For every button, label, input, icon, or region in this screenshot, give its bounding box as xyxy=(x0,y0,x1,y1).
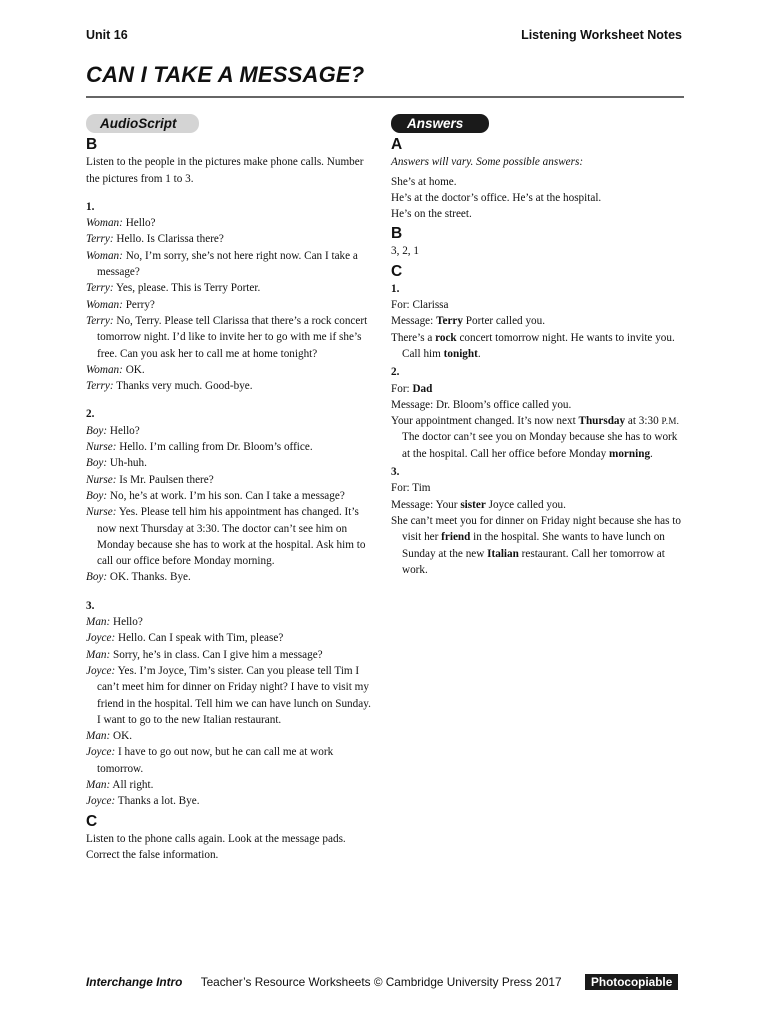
message-number: 3. xyxy=(391,466,400,479)
section-label: Listening Worksheet Notes xyxy=(521,28,682,42)
answer-c-letter: C xyxy=(391,262,403,280)
script-line: Man: All right. xyxy=(86,778,154,791)
script-line: Boy: OK. Thanks. Bye. xyxy=(86,571,191,584)
message-2 xyxy=(391,364,686,462)
conversation-1 xyxy=(86,199,374,395)
script-line: Woman: Perry? xyxy=(86,298,155,311)
page-title: CAN I TAKE A MESSAGE? xyxy=(86,62,365,87)
conversation-number: 3. xyxy=(86,599,95,612)
message-3 xyxy=(391,464,686,578)
answers-column xyxy=(391,114,686,578)
unit-label: Unit 16 xyxy=(86,28,128,42)
answer-a-line: He’s at the doctor’s office. He’s at the hospital. xyxy=(391,191,602,204)
conversation-number: 2. xyxy=(86,408,95,421)
part-c-instructions: Listen to the phone calls again. Look at the message pads. Correct the false information. xyxy=(86,832,346,861)
message-detail: Your appointment changed. It’s now next Thursday at 3:30 P.M. The doctor can’t see you on Monday because she has to work at the hospital. Call her office before Monday morning. xyxy=(391,415,680,460)
answers-heading: Answers xyxy=(391,114,489,133)
message-from: Message: Dr. Bloom’s office called you. xyxy=(391,398,572,411)
script-line: Man: OK. xyxy=(86,730,132,743)
script-line: Terry: Yes, please. This is Terry Porter. xyxy=(86,282,261,295)
message-number: 2. xyxy=(391,366,400,379)
message-1 xyxy=(391,281,686,362)
script-line: Joyce: I have to go out now, but he can call me at work tomorrow. xyxy=(86,746,334,775)
message-number: 1. xyxy=(391,282,400,295)
message-for: For: Dad xyxy=(391,382,433,395)
script-line: Joyce: Hello. Can I speak with Tim, please? xyxy=(86,632,284,645)
photocopiable-badge: Photocopiable xyxy=(585,974,678,990)
script-line: Joyce: Yes. I’m Joyce, Tim’s sister. Can you please tell Tim I can’t meet him for dinner on Friday night? I have to visit my friend in the hospital. Tell him we can have lunch on Sunday. I want to go to the new Italian restaurant. xyxy=(86,664,371,726)
conversation-number: 1. xyxy=(86,200,95,213)
message-detail: There’s a rock concert tomorrow night. He wants to invite you. Call him tonight. xyxy=(391,331,675,360)
conversation-3 xyxy=(86,598,374,810)
script-line: Nurse: Is Mr. Paulsen there? xyxy=(86,473,214,486)
answer-b-value: 3, 2, 1 xyxy=(391,245,419,258)
script-line: Boy: Hello? xyxy=(86,424,140,437)
script-line: Nurse: Hello. I’m calling from Dr. Bloom’s office. xyxy=(86,441,313,454)
answer-a-note: Answers will vary. Some possible answers: xyxy=(391,156,584,169)
script-line: Man: Sorry, he’s in class. Can I give him a message? xyxy=(86,648,323,661)
script-line: Woman: No, I’m sorry, she’s not here right now. Can I take a message? xyxy=(86,249,358,279)
script-line: Boy: Uh-huh. xyxy=(86,457,147,470)
answer-b-letter: B xyxy=(391,225,403,243)
script-line: Woman: Hello? xyxy=(86,217,156,230)
part-b-letter: B xyxy=(86,136,98,154)
script-line: Terry: No, Terry. Please tell Clarissa that there’s a rock concert tomorrow night. I’d like to invite her to go with me if she’s free. Can you ask her to call me at home tonight? xyxy=(86,314,368,360)
script-line: Joyce: Thanks a lot. Bye. xyxy=(86,795,200,808)
script-line: Man: Hello? xyxy=(86,616,143,629)
part-c-letter: C xyxy=(86,812,98,830)
message-for: For: Clarissa xyxy=(391,299,449,312)
answer-a-letter: A xyxy=(391,136,403,154)
title-divider xyxy=(86,96,684,98)
page-footer xyxy=(86,975,686,989)
series-name: Interchange Intro xyxy=(86,975,183,989)
conversation-2 xyxy=(86,406,374,585)
message-for: For: Tim xyxy=(391,482,431,495)
audioscript-column xyxy=(86,114,374,863)
message-from: Message: Your sister Joyce called you. xyxy=(391,498,566,511)
script-line: Terry: Thanks very much. Good-bye. xyxy=(86,380,253,393)
script-line: Nurse: Yes. Please tell him his appointment has changed. It’s now next Thursday at 3:30. The doctor can’t see him on Monday because she has to work at the hospital. Ask him to call our office before Monday morning. xyxy=(86,506,366,568)
script-line: Woman: OK. xyxy=(86,363,145,376)
part-b-instructions: Listen to the people in the pictures make phone calls. Number the pictures from 1 to 3. xyxy=(86,156,364,185)
script-line: Boy: No, he’s at work. I’m his son. Can I take a message? xyxy=(86,489,345,502)
message-from: Message: Terry Porter called you. xyxy=(391,315,546,328)
copyright-credit: Teacher’s Resource Worksheets © Cambridge University Press 2017 xyxy=(200,975,562,989)
script-line: Terry: Hello. Is Clarissa there? xyxy=(86,233,224,246)
message-detail: She can’t meet you for dinner on Friday night because she has to visit her friend in the hospital. She wants to have lunch on Sunday at the new Italian restaurant. Call her tomorrow at work. xyxy=(391,514,681,576)
answer-a-line: She’s at home. xyxy=(391,175,457,188)
answer-a-line: He’s on the street. xyxy=(391,208,472,221)
audioscript-heading: AudioScript xyxy=(86,114,199,133)
